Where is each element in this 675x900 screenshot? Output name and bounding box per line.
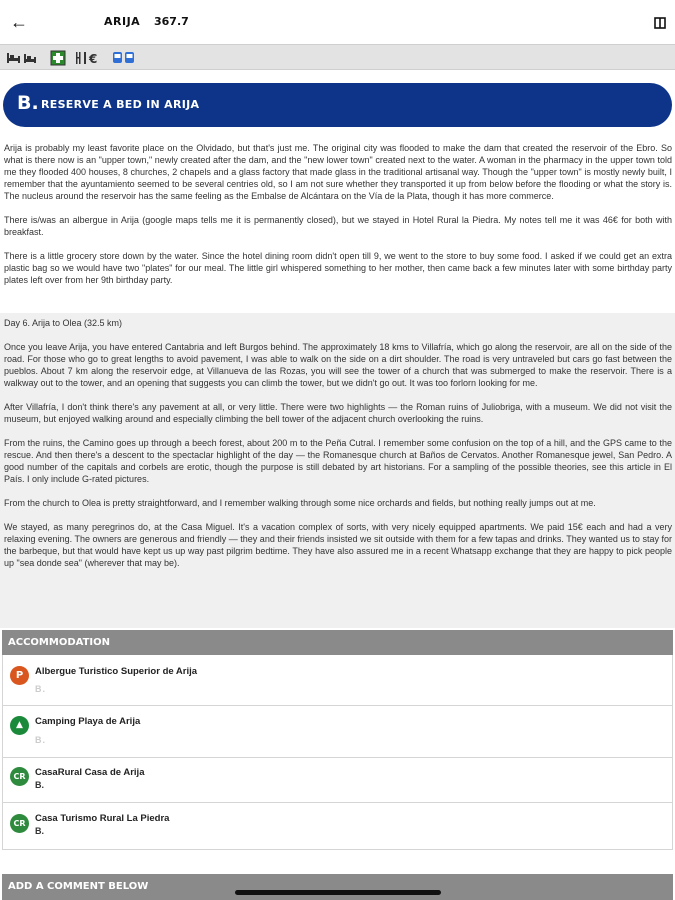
accommodation-services: B. (35, 684, 46, 694)
accommodation-name: Albergue Turistico Superior de Arija (35, 666, 198, 677)
list-item[interactable] (2, 803, 673, 850)
distance-value: 367.7 (154, 15, 189, 28)
home-indicator[interactable] (235, 890, 441, 895)
stage-paragraph: After Villafría, I don't think there's any pavement at all, or very little. There were two highlights — the Roman ruins of Juliobriga, with a museum. We did not visit the museum, but enjoyed walking around and especially climbing the bell tower of the adjacent church overlooking the ruins. (4, 402, 672, 424)
casa-rural-badge-icon: CR (10, 814, 29, 833)
list-item[interactable] (2, 655, 673, 706)
add-comment-header[interactable]: ADD A COMMENT BELOW (2, 874, 673, 900)
intro-paragraph: There is/was an albergue in Arija (google maps tells me it is permanently closed), but we stayed in Hotel Rural la Piedra. My notes tell me it was 46€ for both with breakfast. (4, 215, 672, 237)
service-icon-bar (0, 44, 675, 70)
accommodation-name: CasaRural Casa de Arija (35, 767, 145, 778)
bus-icon[interactable] (112, 50, 136, 66)
place-name: ARIJA (104, 15, 141, 28)
list-item[interactable] (2, 758, 673, 803)
stage-paragraph: From the church to Olea is pretty straightforward, and I remember walking through some nice orchards and fields, but nothing really jumps out at me. (4, 498, 596, 508)
top-bar (0, 0, 675, 44)
intro-text (4, 142, 672, 298)
albergue-badge-icon: P (10, 666, 29, 685)
stage-heading: Day 6. Arija to Olea (32.5 km) (4, 318, 123, 328)
accommodation-services: B. (35, 735, 46, 745)
stage-section (0, 313, 675, 628)
accommodation-name: Casa Turismo Rural La Piedra (35, 813, 170, 824)
bed-icon[interactable] (6, 50, 38, 66)
accommodation-services: B. (35, 780, 44, 790)
list-item[interactable] (2, 706, 673, 758)
accommodation-header: ACCOMMODATION (2, 630, 673, 655)
casa-rural-badge-icon: CR (10, 767, 29, 786)
intro-paragraph: There is a little grocery store down by the water. Since the hotel dining room didn't open till 9, we went to the store to buy some food. I asked if we could get an extra plastic bag so we would have two "plates" for our meal. The little girl whispered something to her mother, then came back a few minutes later with some birthday party plates left over from her 9th birthday party. (4, 251, 672, 285)
restaurant-euro-icon[interactable] (74, 50, 104, 66)
stage-paragraph: Once you leave Arija, you have entered Cantabria and left Burgos behind. The approximately 18 kms to Villafría, which go along the reservoir, are all on the side of the road. For those who go to great lengths to avoid pavement, I was able to walk on the side on a dirt shoulder. The road is very untraveled but cars go fast between the pueblos. About 7 km along the reservoir edge, at Villanueva de las Rozas, you will see the tower of a church that was submerged to make the reservoir. There is a walkway out to the tower, and an opening that suggests you can climb the tower, but we didn't go out. It was too forlorn looking for me. (4, 342, 672, 388)
svg-text:€: € (89, 52, 98, 66)
book-map-icon[interactable] (654, 17, 666, 29)
medical-cross-icon[interactable] (50, 50, 66, 66)
accommodation-name: Camping Playa de Arija (35, 716, 141, 727)
stage-paragraph: From the ruins, the Camino goes up through a beech forest, about 200 m to the Peña Cutral. I remember some confusion on the top of a hill, and the GPS came to the rescue. And then there's a descent to the spectaclar highlight of the day — the Romanesque church at Baños de Cervatos. Another Romanesque jewel, San Pedro. A good number of the capitals and corbels are erotic, though the purpose is still debated by art historians. For a sampling of the possible theories, see this article in El País. I only include G-rated pictures. (4, 438, 672, 484)
arrow-left-icon[interactable]: ← (10, 12, 28, 32)
banner-title: RESERVE A BED IN ARIJA (41, 98, 200, 111)
intro-paragraph: Arija is probably my least favorite place on the Olvidado, but that's just me. The original city was flooded to make the dam that created the reservoir of the Ebro. So what is there now is an "upper town," newly created after the dam, and the "new lower town" created next to the water. A woman in the pharmacy in the upper town told me they flooded 400 houses, 8 churches, 2 chapels and a glass factory that made glass in the traditional artisanal way. Though the "upper town" is mostly newly built, I remember that the ayuntamiento seemed to be several centries old, so I am not sure whether they transported it up from below before the flooding or what the story is. The nucleus around the reservoir has the same feeling as the Embalse de Alcántara on the Vía de la Plata, though it has more commerce. (4, 143, 672, 201)
accommodation-services: B. (35, 826, 44, 836)
camping-badge-icon: ▲ (10, 716, 29, 735)
stage-paragraph: We stayed, as many peregrinos do, at the Casa Miguel. It's a vacation complex of sorts, with very nicely equipped apartments. We paid 15€ each and had a very relaxing evening. The owners are generous and friendly — they and their friends insisted we sit outside with them for a few tapas and drinks. They wanted us to stay for the barbeque, but that would have kept us up way past pilgrim bedtime. They have also assured me in a recent Whatsapp exchange that they are happy to pick people up "sea donde sea" (wherever that may be). (4, 522, 672, 568)
reserve-bed-banner[interactable] (3, 83, 672, 127)
banner-letter: B. (17, 92, 39, 114)
